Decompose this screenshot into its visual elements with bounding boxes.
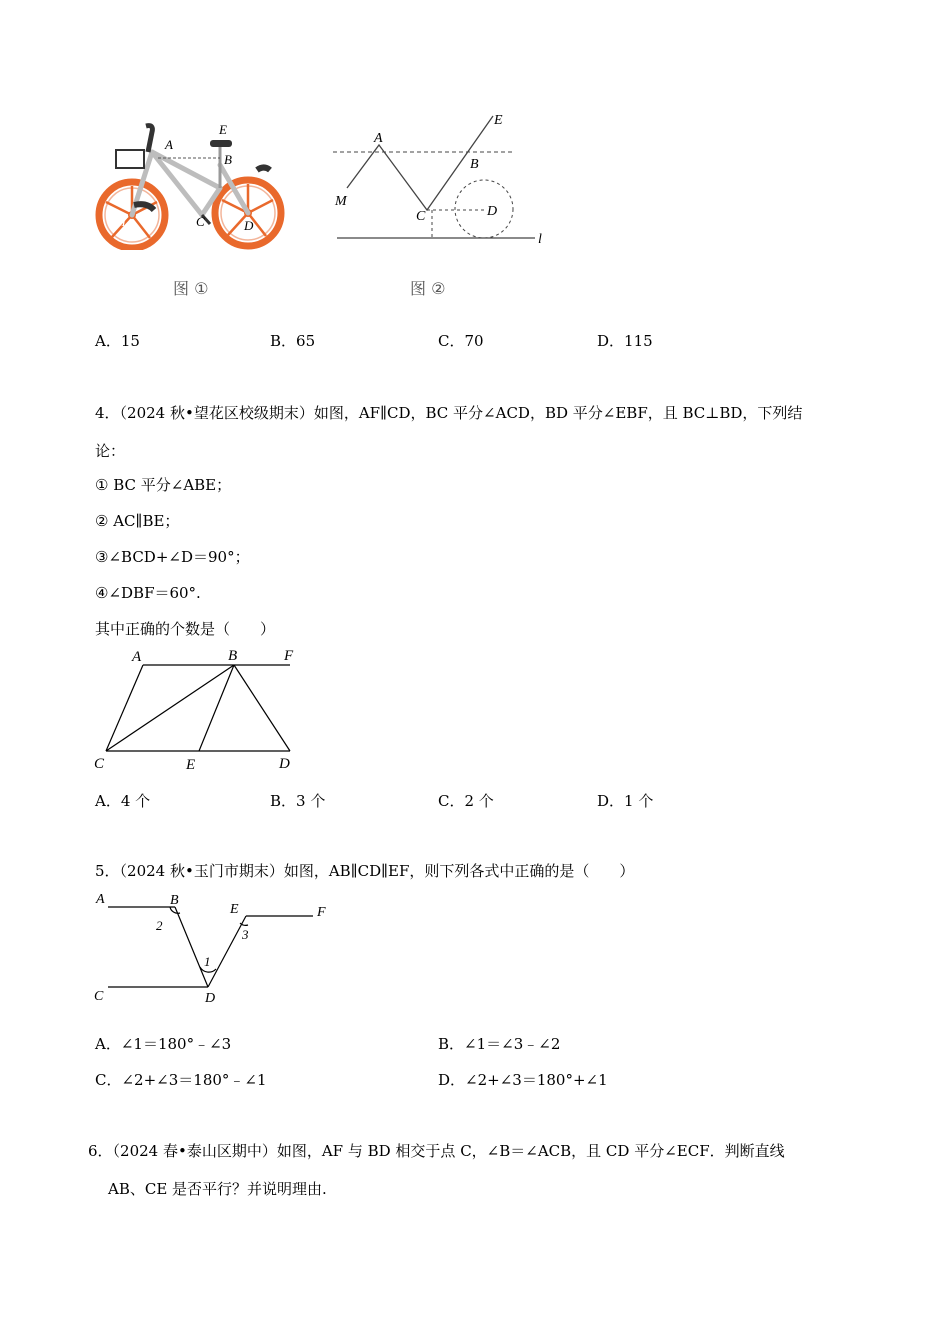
q5-label-b: B [170,893,179,908]
q4-ask: 其中正确的个数是（ ） [95,620,276,638]
q4-label-b: B [228,648,238,664]
q5-stem: 5．（2024 秋•玉门市期末）如图，AB∥CD∥EF，则下列各式中正确的是（ ） [95,862,635,880]
q4-option-c: C．2 个 [438,792,494,810]
q4-item-4: ④∠DBF＝60°. [95,584,201,602]
fig1-caption: 图 ① [173,279,209,298]
q5-option-b: B．∠1＝∠3﹣∠2 [438,1035,561,1053]
fig2-label-m: M [335,194,347,209]
fig1-label-m: M [115,214,126,229]
q5-label-e: E [230,902,239,917]
q4-label-c: C [94,756,105,772]
q5-label-2: 2 [156,918,163,933]
q4-label-a: A [132,649,142,665]
q5-figure [88,885,348,1010]
fig2-label-l: l [538,232,542,247]
q5-label-1: 1 [204,954,211,969]
fig1-label-e: E [219,122,227,137]
fig1-label-a: A [165,137,173,152]
geometry-figure-2 [325,108,555,248]
q4-item-2: ② AC∥BE； [95,512,180,530]
q4-figure [88,644,308,779]
q5-option-a: A．∠1＝180°﹣∠3 [95,1035,232,1053]
q3-option-d: D．115 [597,332,653,350]
fig2-caption: 图 ② [410,279,446,298]
q5-label-a: A [96,892,105,907]
q3-option-c: C．70 [438,332,484,350]
q3-option-b: B．65 [270,332,316,350]
q5-label-3: 3 [242,927,249,942]
q5-label-c: C [94,989,104,1004]
q5-label-d: D [205,991,216,1006]
q3-option-a: A．15 [95,332,140,350]
fig1-label-c: C [196,214,205,229]
fig2-label-b: B [470,157,479,172]
fig1-label-b: B [224,152,232,167]
fig2-label-e: E [494,113,503,128]
q4-item-1: ① BC 平分∠ABE； [95,476,232,494]
q4-label-d: D [279,756,290,772]
q4-label-f: F [284,648,294,664]
fig2-label-c: C [416,209,426,224]
q4-item-3: ③∠BCD+∠D＝90°； [95,548,250,566]
q4-option-d: D．1 个 [597,792,654,810]
q4-option-b: B．3 个 [270,792,326,810]
q4-option-a: A．4 个 [95,792,151,810]
q4-stem-line1: 4．（2024 秋•望花区校级期末）如图，AF∥CD，BC 平分∠ACD，BD 平分∠EBF，且 BC⊥BD，下列结 [95,404,803,422]
bicycle-figure [92,110,292,250]
fig2-label-a: A [374,131,383,146]
q5-option-d: D．∠2+∠3＝180°+∠1 [438,1071,608,1089]
q4-stem-line2: 论： [95,442,126,460]
q4-label-e: E [186,757,196,773]
fig2-label-d: D [487,204,498,219]
fig1-label-d: D [244,218,254,233]
q6-stem-line2: AB、CE 是否平行？并说明理由. [108,1180,327,1198]
q5-label-f: F [317,905,326,920]
q6-stem-line1: 6．（2024 春•泰山区期中）如图，AF 与 BD 相交于点 C，∠B＝∠ACB，且 CD 平分∠ECF．判断直线 [88,1142,785,1160]
q5-option-c: C．∠2+∠3＝180°﹣∠1 [95,1071,267,1089]
